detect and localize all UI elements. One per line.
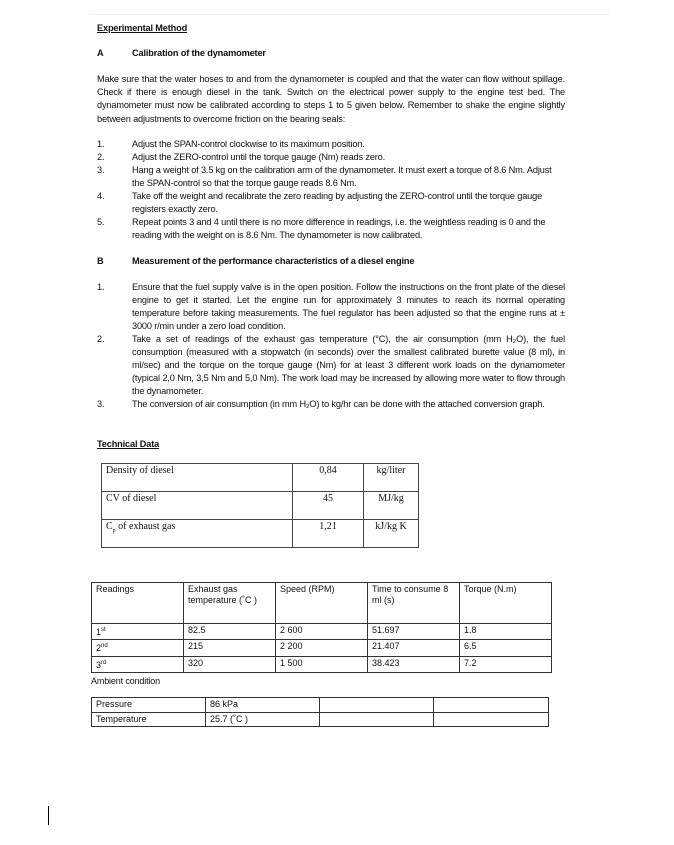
- ordinal-suffix: rd: [101, 659, 107, 666]
- readings-table: [91, 582, 552, 674]
- ambient-label: Temperature: [92, 712, 206, 727]
- document-body: [91, 0, 565, 727]
- column-header: Torque (N.m): [460, 582, 552, 623]
- step-number: 5.: [97, 217, 105, 228]
- section-b-header: [97, 255, 565, 268]
- step-text: Adjust the ZERO-control until the torque gauge (Nm) reads zero.: [132, 151, 386, 162]
- ordinal: 2: [96, 643, 102, 653]
- reading-number: [92, 640, 184, 657]
- property-label: [102, 519, 293, 547]
- list-item: [97, 333, 565, 398]
- cell: 38.423: [368, 656, 460, 673]
- label-main: C: [106, 520, 113, 532]
- table-row: [102, 519, 419, 547]
- page-title: Experimental Method: [97, 23, 188, 33]
- step-number: 3.: [97, 165, 105, 175]
- technical-data-table: [101, 463, 419, 548]
- list-item: [97, 138, 565, 151]
- table-row: [92, 712, 549, 727]
- ordinal-suffix: st: [101, 626, 106, 633]
- cell: 51.697: [368, 623, 460, 640]
- property-label: Density of diesel: [102, 463, 293, 491]
- list-item: [97, 216, 565, 242]
- step-number: 4.: [97, 191, 105, 202]
- step-text: Repeat points 3 and 4 until there is no more difference in readings, i.e. the weightless reading is 0 and the reading with the weight on is 8.6 Nm. The dynamometer is now calibrated.: [132, 217, 546, 241]
- column-header: Speed (RPM): [276, 582, 368, 623]
- step-text: Take off the weight and recalibrate the zero reading by adjusting the ZERO-control until the torque gauge registers exactly zero.: [132, 191, 543, 215]
- property-label: CV of diesel: [102, 491, 293, 519]
- ambient-table: [91, 697, 549, 727]
- table-row: [102, 463, 419, 491]
- section-a-header: [97, 47, 565, 60]
- property-value: 1,21: [293, 519, 364, 547]
- list-item: [97, 164, 565, 190]
- empty-cell: [434, 712, 549, 727]
- empty-cell: [320, 712, 434, 727]
- step-text: Adjust the SPAN-control clockwise to its maximum position.: [132, 138, 365, 149]
- cell: 21.407: [368, 640, 460, 657]
- section-a-heading: Calibration of the dynamometer: [132, 48, 266, 58]
- step-number: 2.: [97, 151, 105, 162]
- label-rest: of exhaust gas: [115, 520, 176, 532]
- empty-cell: [320, 698, 434, 713]
- column-header: Exhaust gas temperature (˚C ): [184, 582, 276, 623]
- ambient-label: Pressure: [92, 698, 206, 713]
- property-unit: kJ/kg K: [364, 519, 419, 547]
- cell: 82.5: [184, 623, 276, 640]
- section-a-intro: Make sure that the water hoses to and from the dynamometer is coupled and that the water can flow without spillage. Check if there is enough diesel in the tank. Switch on the electrical power supply to the engine test bed. The dynamometer must now be calibrated according to steps 1 to 5 given below. Remember to shake the engine slightly between adjustments to overcome friction on the bearing seals:: [97, 74, 565, 124]
- table-header-row: [92, 582, 552, 623]
- ordinal-suffix: nd: [101, 643, 108, 649]
- table-row: [92, 656, 552, 673]
- property-value: 45: [293, 491, 364, 519]
- table-row: [102, 491, 419, 519]
- ordinal: 3: [96, 659, 102, 670]
- cell: 320: [184, 656, 276, 673]
- cell: 2 200: [276, 640, 368, 657]
- list-item: [97, 190, 565, 216]
- step-number: 1.: [97, 281, 105, 292]
- cell: 2 600: [276, 623, 368, 640]
- step-number: 1.: [97, 138, 105, 149]
- technical-data-heading: Technical Data: [97, 438, 160, 449]
- table-row: [92, 698, 549, 713]
- cell: 7.2: [460, 656, 552, 673]
- reading-number: [92, 623, 184, 640]
- reading-number: [92, 656, 184, 673]
- column-header: Time to consume 8 ml (s): [368, 582, 460, 623]
- ambient-value: 25.7 (˚C ): [206, 712, 320, 727]
- step-number: 3.: [97, 399, 105, 410]
- section-a-letter: A: [97, 48, 104, 58]
- property-value: 0,84: [293, 463, 364, 491]
- ordinal: 1: [96, 626, 102, 637]
- table-row: [92, 623, 552, 640]
- list-item: [97, 151, 565, 164]
- section-b-letter: B: [97, 255, 104, 266]
- cell: 215: [184, 640, 276, 657]
- property-unit: MJ/kg: [364, 491, 419, 519]
- step-text: Take a set of readings of the exhaust gas temperature (°C), the air consumption (mm H₂O), the fuel consumption (measured with a stopwatch (in seconds) over the smallest calibrated burette value (8 ml), in ml/sec) and the torque on the torque gauge (Nm) for at least 3 different work loads on the dynamometer (typical 2,0 Nm, 3,5 Nm and 5,0 Nm). The work load may be increased by allowing more water to flow through the dynamometer.: [132, 333, 565, 397]
- ambient-heading: Ambient condition: [91, 676, 160, 686]
- label-subscript: p: [112, 527, 116, 534]
- column-header: Readings: [92, 582, 184, 623]
- cell: 1.8: [460, 623, 552, 640]
- step-text: The conversion of air consumption (in mm H₂O) to kg/hr can be done with the attached conversion graph.: [132, 399, 545, 410]
- section-b-heading: Measurement of the performance characteristics of a diesel engine: [132, 255, 415, 266]
- section-b-steps: [97, 281, 565, 412]
- step-number: 2.: [97, 333, 105, 344]
- section-a-steps: [97, 138, 565, 243]
- ambient-value: 86 kPa: [206, 698, 320, 713]
- table-row: [92, 640, 552, 657]
- text-cursor: [48, 806, 49, 825]
- empty-cell: [434, 698, 549, 713]
- cell: 6.5: [460, 640, 552, 657]
- property-unit: kg/liter: [364, 463, 419, 491]
- list-item: [97, 398, 565, 411]
- step-text: Hang a weight of 3.5 kg on the calibration arm of the dynamometer. It must exert a torque of 8.6 Nm. Adjust the SPAN-control so that the torque gauge reads 8.6 Nm.: [132, 165, 552, 189]
- step-text: Ensure that the fuel supply valve is in the open position. Follow the instructions on the front plate of the diesel engine to get it started. Let the engine run for approximately 3 minutes to reach its normal operating temperature before taking measurements. The fuel regulator has been adjusted so that the engine runs at ± 3000 r/min under a zero load condition.: [132, 281, 565, 331]
- cell: 1 500: [276, 656, 368, 673]
- list-item: [97, 281, 565, 333]
